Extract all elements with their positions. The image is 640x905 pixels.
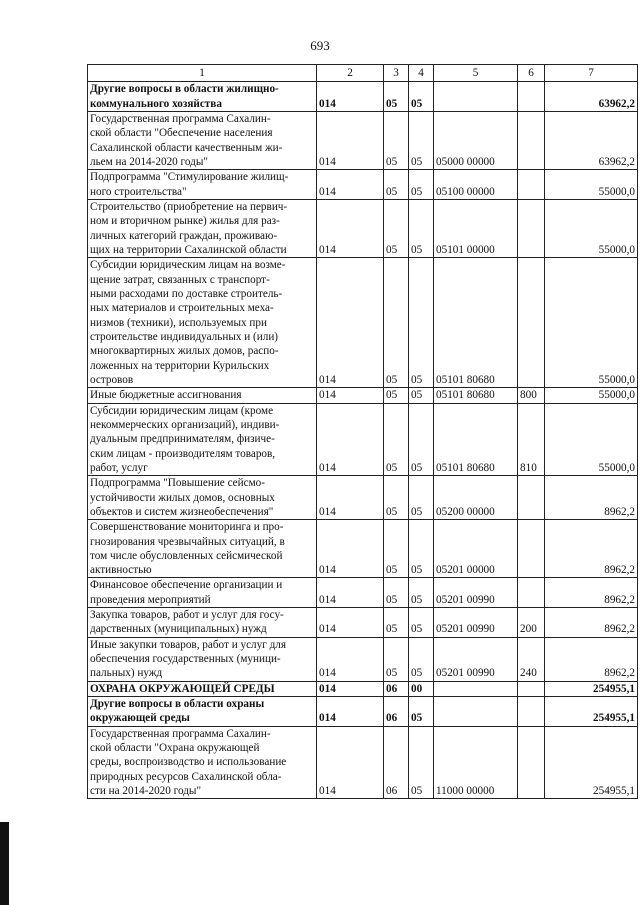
- row-expense-type: [518, 520, 545, 578]
- row-target-article: [434, 697, 518, 727]
- header-col-1: 1: [88, 65, 317, 82]
- row-subsection: 05: [409, 608, 434, 638]
- row-amount: 8962,2: [545, 476, 638, 520]
- row-admin-code: 014: [317, 82, 384, 112]
- row-admin-code: 014: [317, 697, 384, 727]
- row-admin-code: 014: [317, 258, 384, 388]
- row-expense-type: 200: [518, 608, 545, 638]
- row-name: Закупка товаров, работ и услуг для госу- дарственных (муниципальных) нужд: [88, 608, 317, 638]
- page-number: 693: [310, 38, 330, 53]
- row-subsection: 05: [409, 520, 434, 578]
- row-subsection: 05: [409, 82, 434, 112]
- row-target-article: 11000 00000: [434, 726, 518, 799]
- row-expense-type: [518, 82, 545, 112]
- row-target-article: 05201 00000: [434, 520, 518, 578]
- table-row: [88, 111, 638, 169]
- row-name: Совершенствование мониторинга и про- гнозирования чрезвычайных ситуаций, в том числе обусловленных сейсмической активностью: [88, 520, 317, 578]
- row-amount: 8962,2: [545, 637, 638, 681]
- table-row: [88, 82, 638, 112]
- header-row: [88, 65, 638, 82]
- table-row: [88, 403, 638, 476]
- row-target-article: 05101 00000: [434, 199, 518, 257]
- row-admin-code: 014: [317, 388, 384, 403]
- table-row: [88, 199, 638, 257]
- row-expense-type: [518, 726, 545, 799]
- row-target-article: 05200 00000: [434, 476, 518, 520]
- table-row: [88, 608, 638, 638]
- row-target-article: 05101 80680: [434, 388, 518, 403]
- row-admin-code: 014: [317, 520, 384, 578]
- header-col-6: 6: [518, 65, 545, 82]
- row-subsection: 05: [409, 199, 434, 257]
- row-subsection: 00: [409, 681, 434, 696]
- row-amount: 63962,2: [545, 82, 638, 112]
- row-name: Государственная программа Сахалин- ской области "Охрана окружающей среды, воспроизводство и использование природных ресурсов Сахалинской обла- сти на 2014-2020 годы": [88, 726, 317, 799]
- row-amount: 55000,0: [545, 199, 638, 257]
- row-name: Иные бюджетные ассигнования: [88, 388, 317, 403]
- row-target-article: 05000 00000: [434, 111, 518, 169]
- row-name: Субсидии юридическим лицам на возме- щение затрат, связанных с транспорт- ными расходами по доставке строитель- ных материалов и строительных меха- низмов (техники), используемых при строительстве индивидуальных и (или) многоквартирных жилых домов, распо- ложенных на территории Курильских островов: [88, 258, 317, 388]
- row-target-article: 05201 00990: [434, 637, 518, 681]
- row-name: Другие вопросы в области жилищно- коммунального хозяйства: [88, 82, 317, 112]
- row-target-article: 05101 80680: [434, 403, 518, 476]
- row-name: Государственная программа Сахалин- ской области "Обеспечение населения Сахалинской области качественным жи- льем на 2014-2020 годы": [88, 111, 317, 169]
- row-amount: 254955,1: [545, 681, 638, 696]
- row-amount: 63962,2: [545, 111, 638, 169]
- row-admin-code: 014: [317, 681, 384, 696]
- row-amount: 55000,0: [545, 403, 638, 476]
- row-name: Подпрограмма "Стимулирование жилищ- ного строительства": [88, 170, 317, 200]
- header-col-4: 4: [409, 65, 434, 82]
- row-section: 05: [384, 476, 409, 520]
- row-name: Подпрограмма "Повышение сейсмо- устойчивости жилых домов, основных объектов и систем жизнеобеспечения": [88, 476, 317, 520]
- row-target-article: [434, 681, 518, 696]
- header-col-5: 5: [434, 65, 518, 82]
- row-amount: 8962,2: [545, 608, 638, 638]
- row-name: Субсидии юридическим лицам (кроме некоммерческих организаций), индиви- дуальным предпринимателям, физиче- ским лицам - производителям товаров, работ, услуг: [88, 403, 317, 476]
- budget-table: [87, 64, 638, 799]
- row-amount: 254955,1: [545, 726, 638, 799]
- row-expense-type: [518, 476, 545, 520]
- table-body: [88, 82, 638, 799]
- row-expense-type: [518, 578, 545, 608]
- row-subsection: 05: [409, 170, 434, 200]
- row-section: 05: [384, 637, 409, 681]
- row-admin-code: 014: [317, 111, 384, 169]
- table-row: [88, 578, 638, 608]
- row-amount: 55000,0: [545, 170, 638, 200]
- row-admin-code: 014: [317, 170, 384, 200]
- row-subsection: 05: [409, 403, 434, 476]
- row-target-article: 05201 00990: [434, 578, 518, 608]
- row-name: Финансовое обеспечение организации и проведения мероприятий: [88, 578, 317, 608]
- row-section: 05: [384, 403, 409, 476]
- row-section: 06: [384, 681, 409, 696]
- row-expense-type: 240: [518, 637, 545, 681]
- row-target-article: 05201 00990: [434, 608, 518, 638]
- row-target-article: 05100 00000: [434, 170, 518, 200]
- row-name: Строительство (приобретение на первич- ном и вторичном рынке) жилья для раз- личных категорий граждан, проживаю- щих на территории Сахалинской области: [88, 199, 317, 257]
- row-name: Другие вопросы в области охраны окружающей среды: [88, 697, 317, 727]
- row-subsection: 05: [409, 388, 434, 403]
- row-expense-type: [518, 111, 545, 169]
- row-expense-type: [518, 199, 545, 257]
- table-row: [88, 637, 638, 681]
- row-subsection: 05: [409, 726, 434, 799]
- row-expense-type: 800: [518, 388, 545, 403]
- row-amount: 55000,0: [545, 388, 638, 403]
- row-section: 05: [384, 520, 409, 578]
- row-amount: 55000,0: [545, 258, 638, 388]
- table-row: [88, 520, 638, 578]
- row-section: 05: [384, 111, 409, 169]
- scan-margin-bar: [0, 822, 9, 905]
- row-expense-type: [518, 170, 545, 200]
- row-target-article: 05101 80680: [434, 258, 518, 388]
- row-subsection: 05: [409, 258, 434, 388]
- row-subsection: 05: [409, 637, 434, 681]
- row-section: 05: [384, 608, 409, 638]
- table-row: [88, 170, 638, 200]
- row-subsection: 05: [409, 476, 434, 520]
- row-section: 05: [384, 388, 409, 403]
- row-section: 05: [384, 578, 409, 608]
- table-row: [88, 258, 638, 388]
- table-row: [88, 697, 638, 727]
- row-expense-type: [518, 258, 545, 388]
- header-col-7: 7: [545, 65, 638, 82]
- row-expense-type: [518, 697, 545, 727]
- row-amount: 8962,2: [545, 578, 638, 608]
- row-admin-code: 014: [317, 403, 384, 476]
- row-expense-type: [518, 681, 545, 696]
- table-row: [88, 681, 638, 696]
- row-section: 05: [384, 199, 409, 257]
- table-row: [88, 388, 638, 403]
- header-col-3: 3: [384, 65, 409, 82]
- row-subsection: 05: [409, 111, 434, 169]
- table-row: [88, 476, 638, 520]
- table-row: [88, 726, 638, 799]
- row-admin-code: 014: [317, 199, 384, 257]
- row-name: ОХРАНА ОКРУЖАЮЩЕЙ СРЕДЫ: [88, 681, 317, 696]
- row-admin-code: 014: [317, 726, 384, 799]
- row-subsection: 05: [409, 697, 434, 727]
- row-section: 06: [384, 697, 409, 727]
- header-col-2: 2: [317, 65, 384, 82]
- row-section: 05: [384, 82, 409, 112]
- row-target-article: [434, 82, 518, 112]
- row-section: 05: [384, 258, 409, 388]
- row-amount: 254955,1: [545, 697, 638, 727]
- row-name: Иные закупки товаров, работ и услуг для обеспечения государственных (муници- пальных) нужд: [88, 637, 317, 681]
- row-amount: 8962,2: [545, 520, 638, 578]
- row-section: 05: [384, 170, 409, 200]
- row-subsection: 05: [409, 578, 434, 608]
- row-admin-code: 014: [317, 637, 384, 681]
- row-admin-code: 014: [317, 578, 384, 608]
- row-section: 06: [384, 726, 409, 799]
- row-expense-type: 810: [518, 403, 545, 476]
- row-admin-code: 014: [317, 608, 384, 638]
- row-admin-code: 014: [317, 476, 384, 520]
